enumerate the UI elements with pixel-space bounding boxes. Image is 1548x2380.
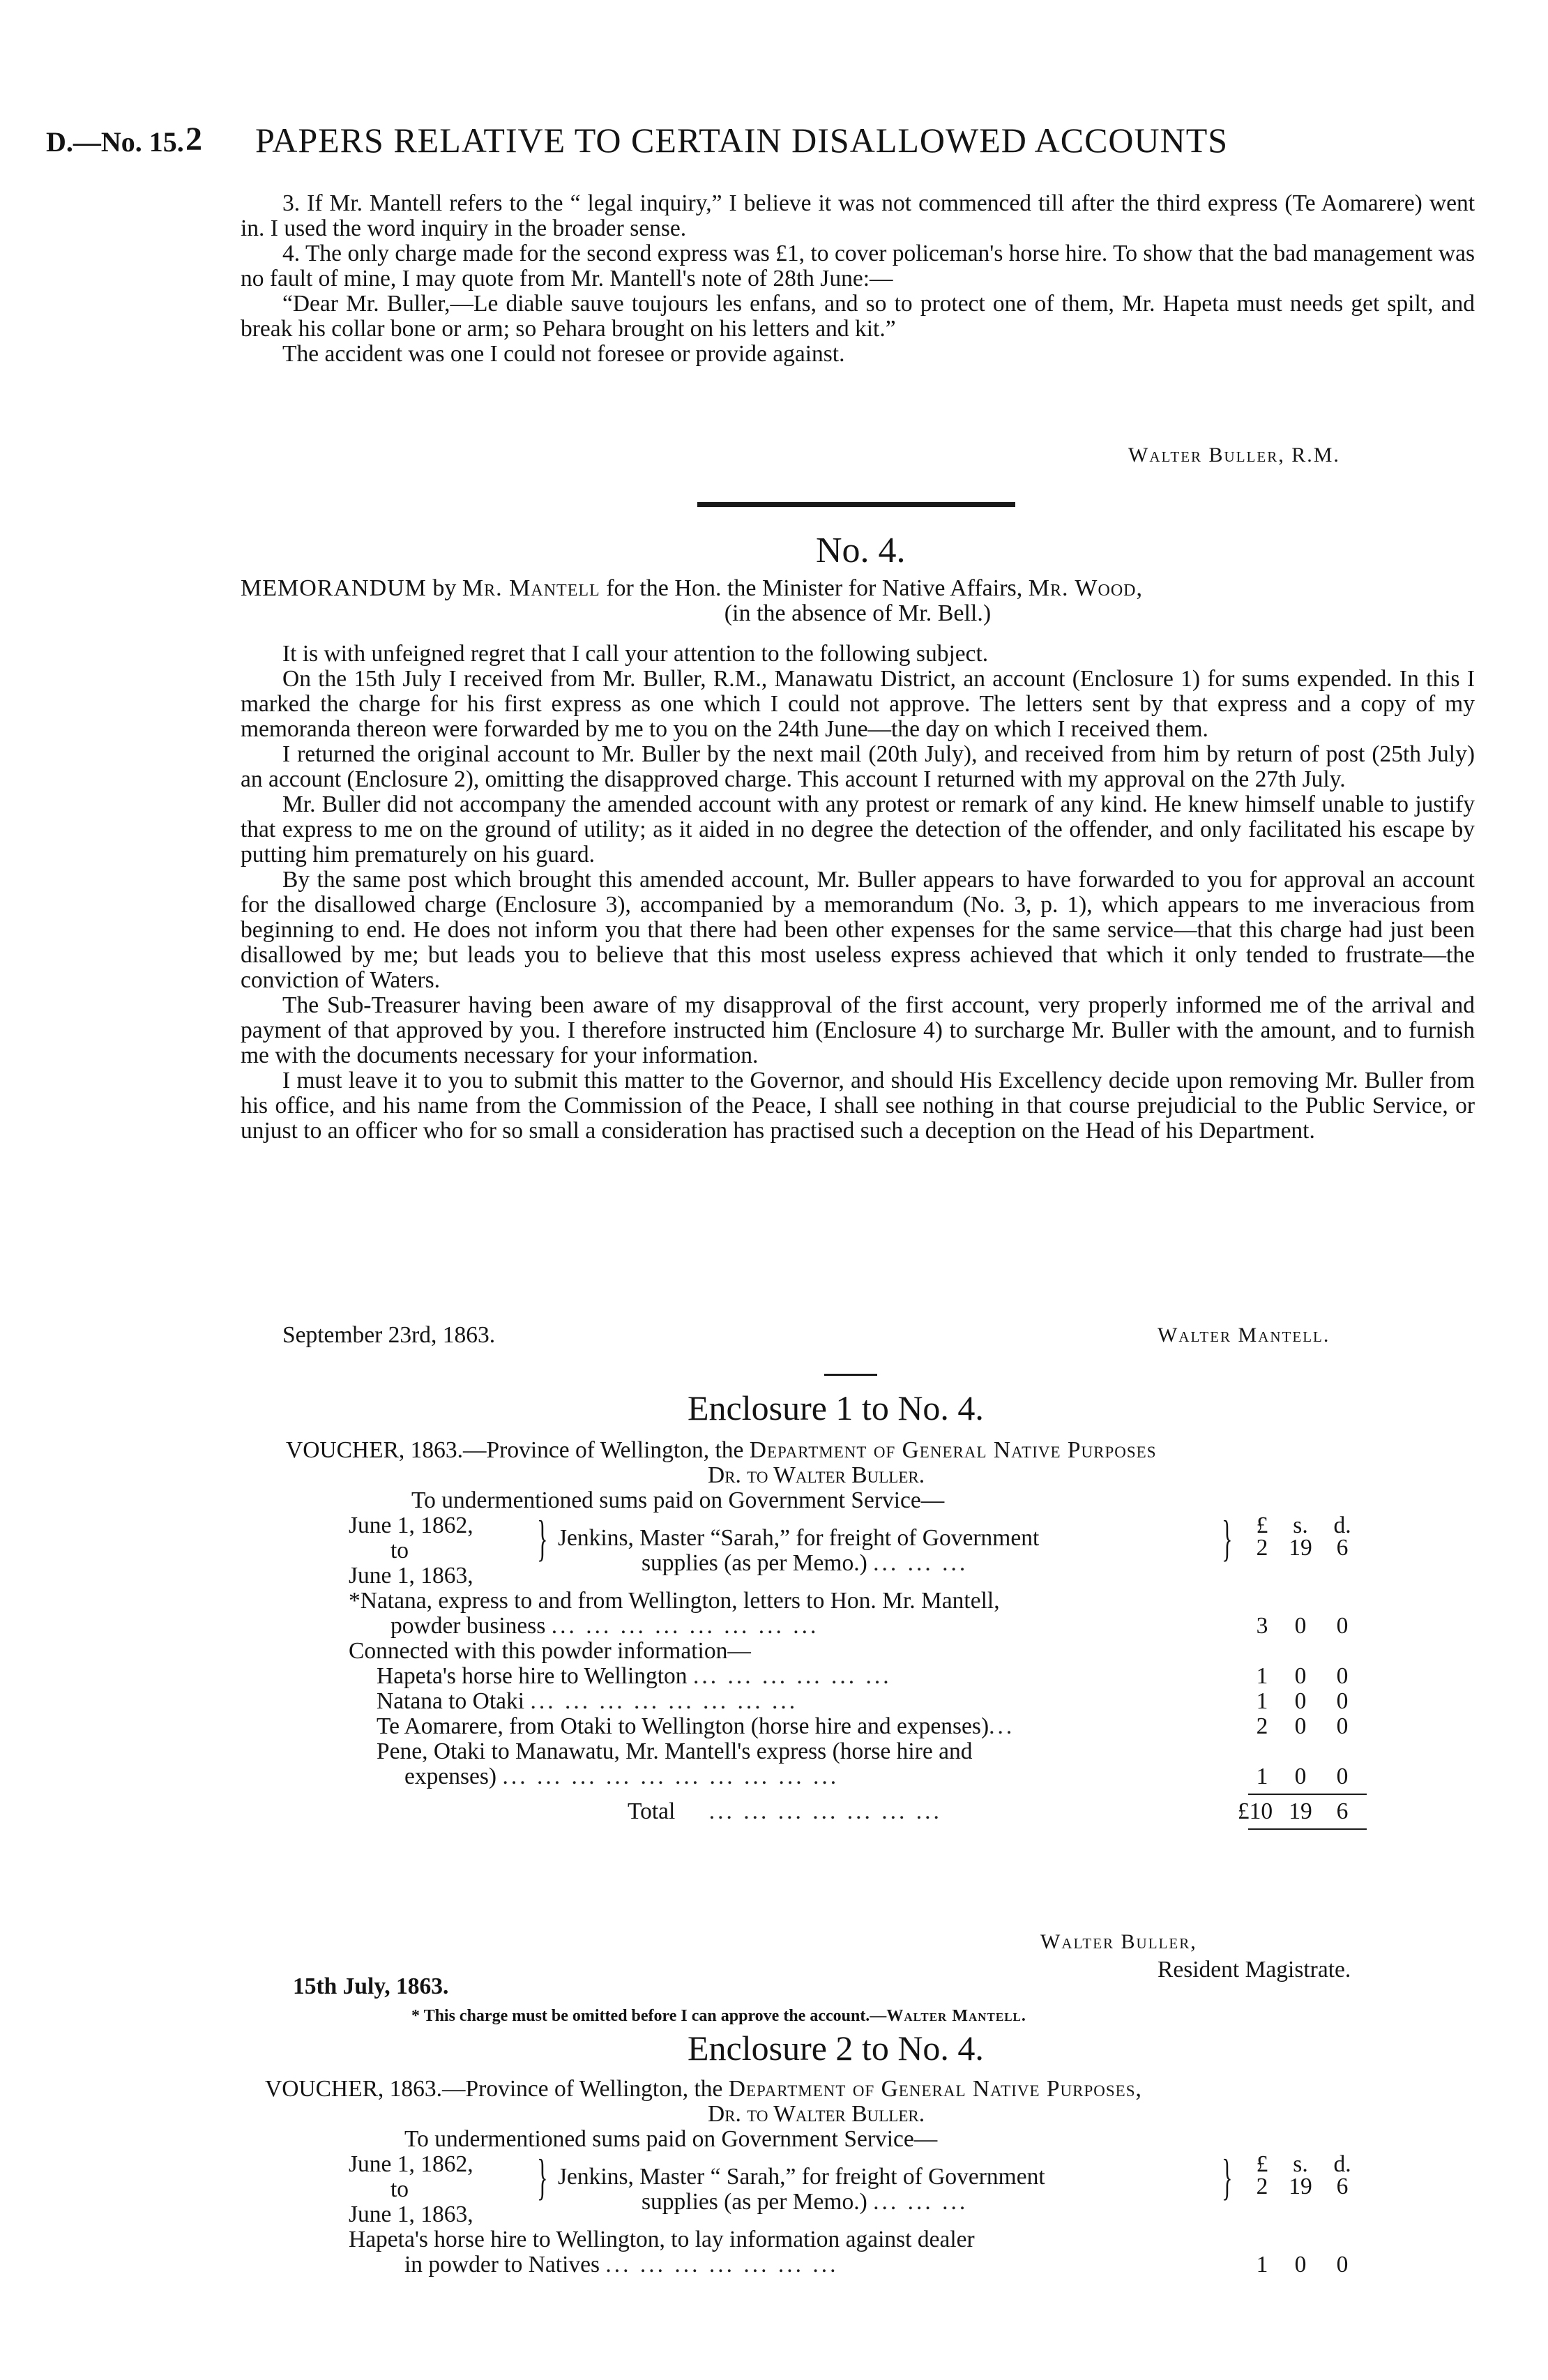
footnote [411, 2007, 1026, 2026]
voucher-intro: To undermentioned sums paid on Government Service— [411, 1487, 945, 1513]
item-description-cont: supplies (as per Memo.) [642, 1550, 867, 1576]
page-title: PAPERS RELATIVE TO CERTAIN DISALLOWED ACCOUNTS [255, 121, 1229, 160]
paragraph: The accident was one I could not foresee or provide against. [282, 341, 845, 367]
amount-shillings: 0 [1294, 1663, 1307, 1689]
subheading-row [349, 1639, 1367, 1664]
dot-leader: ... ... ... ... ... ... ... [605, 2252, 839, 2277]
enclosure-1-date: 15th July, 1863. [293, 1973, 449, 1999]
voucher-prefix: VOUCHER, 1863.—Province of Wellington, the [286, 1437, 744, 1463]
amount-shillings: 0 [1294, 1713, 1307, 1739]
period-until: June 1, 1863, [349, 1563, 473, 1589]
amount-pence: 0 [1336, 1613, 1349, 1639]
amount-pounds: 1 [1256, 1663, 1268, 1689]
amount-pounds: 2 [1256, 1535, 1268, 1561]
voucher-payee: Dr. to Walter Buller. [708, 1462, 925, 1488]
memo-title-minister: Mr. Wood, [1028, 575, 1143, 601]
dot-leader: ... [989, 1713, 1015, 1739]
dot-leader: ... ... ... ... ... ... ... ... [530, 1688, 798, 1714]
amount-pounds: 1 [1256, 1764, 1268, 1789]
paragraph: 4. The only charge made for the second express was £1, to cover policeman's horse hire. To show that the bad management was no fault of mine, I may quote from Mr. Mantell's note of 28th June:— [241, 241, 1475, 291]
subheading: Connected with this powder information— [349, 1638, 751, 1664]
document-number: D.—No. 15. [46, 126, 184, 158]
total-pounds: £10 [1237, 1798, 1273, 1824]
amount-shillings: 0 [1294, 1613, 1307, 1639]
item-description-cont: powder business [390, 1613, 546, 1639]
voucher-line [265, 2077, 1450, 2102]
running-head [46, 120, 1469, 169]
amount-pence: 6 [1336, 2174, 1349, 2199]
footnote-signature: Walter Mantell. [886, 2007, 1026, 2025]
brace-right: } [1222, 1510, 1233, 1566]
item-description-cont: expenses) [404, 1764, 497, 1789]
memo-title-author: Mr. Mantell [462, 575, 600, 601]
section-number: No. 4. [816, 531, 906, 570]
pence-header: d. [1333, 2151, 1351, 2177]
quoted-note: “Dear Mr. Buller,—Le diable sauve toujours les enfans, and so to protect one of them, Mr. Hapeta must needs get spilt, and break his collar bone or arm; so Pehara brought on his letters and kit.” [241, 291, 1475, 342]
memo-date: September 23rd, 1863. [282, 1322, 496, 1348]
amount-pounds: 2 [1256, 2174, 1268, 2199]
amount-shillings: 0 [1294, 1764, 1307, 1789]
item-description: Hapeta's horse hire to Wellington [377, 1663, 688, 1689]
brace-left: } [537, 1510, 548, 1566]
paragraph: Mr. Buller did not accompany the amended account with any protest or remark of any kind. He knew himself unable to justify that express to me on the ground of utility; as it aided in no degree the detection of the offender, and only facilitated his escape by putting him prematurely on his guard. [241, 791, 1475, 867]
table-row [349, 1714, 1367, 1739]
total-pence: 6 [1336, 1798, 1349, 1824]
footnote-text: * This charge must be omitted before I can approve the account.— [411, 2007, 887, 2025]
item-description-cont: supplies (as per Memo.) [642, 2189, 867, 2215]
paragraph: On the 15th July I received from Mr. Buller, R.M., Manawatu District, an account (Enclosure 1) for sums expended. In this I marked the charge for his first express as one which I could not approve. The letters sent by that express and a copy of my memoranda thereon were forwarded by me to you on the 24th June—the day on which I received them. [241, 666, 1475, 742]
amount-pounds: 1 [1256, 1688, 1268, 1714]
memo-title-note: (in the absence of Mr. Bell.) [724, 600, 992, 626]
pence-header: d. [1333, 1513, 1351, 1538]
total-label: Total [628, 1798, 676, 1824]
dot-leader: ... ... ... ... ... ... [692, 1663, 892, 1689]
item-description: Pene, Otaki to Manawatu, Mr. Mantell's express (horse hire and [377, 1738, 973, 1764]
enclosure-1-voucher-header [286, 1438, 1471, 1513]
paragraph: 3. If Mr. Mantell refers to the “ legal inquiry,” I believe it was not commenced till after the third express (Te Aomarere) went in. I used the word inquiry in the broader sense. [241, 190, 1475, 241]
period-from: June 1, 1862, [349, 2151, 473, 2177]
item-description: Natana to Otaki [377, 1688, 525, 1714]
enclosure-2-heading: Enclosure 2 to No. 4. [688, 2029, 984, 2068]
amount-shillings: 0 [1294, 2252, 1307, 2277]
total-rule [1248, 1794, 1367, 1795]
dot-leader: ... ... ... ... ... ... ... [708, 1798, 942, 1824]
enclosure-2-voucher-header [265, 2077, 1450, 2152]
brace-right: } [1222, 2149, 1233, 2205]
short-divider [824, 1374, 877, 1376]
dot-leader: ... ... ... ... ... ... ... ... ... ... [502, 1764, 840, 1789]
voucher-department: Department of General Native Purposes, [728, 2076, 1142, 2102]
paragraph: By the same post which brought this amended account, Mr. Buller appears to have forwarded to you for approval an account for the disallowed charge (Enclosure 3), accompanied by a memorandum (No. 3, p. 1), which appears to me inveracious from beginning to end. He does not inform you that there had been other expenses for the same service—that this charge had just been disallowed by me; but leads you to believe that this most useless express achieved that which it only tended to frustrate—the conviction of Waters. [241, 867, 1475, 993]
amount-pence: 0 [1336, 1688, 1349, 1714]
memo-title-prefix: MEMORANDUM [241, 575, 427, 601]
section-divider [697, 502, 1015, 507]
letter-continuation [241, 191, 1475, 367]
page-number: 2 [185, 121, 202, 158]
signature-title: Resident Magistrate. [1158, 1957, 1351, 1983]
voucher-line [286, 1438, 1471, 1463]
shillings-header: s. [1293, 1513, 1308, 1538]
item-description: Te Aomarere, from Otaki to Wellington (horse hire and expenses) [377, 1713, 989, 1739]
signature-buller: Walter Buller, R.M. [1128, 444, 1340, 467]
amount-pounds: 3 [1256, 1613, 1268, 1639]
shillings-header: s. [1293, 2151, 1308, 2177]
amount-pounds: 2 [1256, 1713, 1268, 1739]
total-underline [1248, 1828, 1367, 1830]
period-from: June 1, 1862, [349, 1513, 473, 1538]
paragraph: I must leave it to you to submit this matter to the Governor, and should His Excellency decide upon removing Mr. Buller from his office, and his name from the Commission of the Peace, I shall see nothing in that course prejudicial to the Public Service, or unjust to an officer who for so small a consideration has practised such a deception on the Head of his Department. [241, 1068, 1475, 1144]
voucher-prefix: VOUCHER, 1863.—Province of Wellington, the [265, 2076, 723, 2102]
enclosure-1-account [349, 1510, 1367, 1834]
voucher-intro: To undermentioned sums paid on Government Service— [404, 2126, 938, 2152]
period-to: to [390, 1538, 409, 1563]
amount-shillings: 0 [1294, 1688, 1307, 1714]
item-description: Jenkins, Master “ Sarah,” for freight of Government [558, 2164, 1045, 2190]
item-description-cont: in powder to Natives [404, 2252, 600, 2277]
total-row [349, 1799, 1367, 1834]
amount-pounds: 1 [1256, 2252, 1268, 2277]
amount-shillings: 19 [1289, 1535, 1312, 1561]
dot-leader: ... ... ... [873, 2189, 969, 2215]
voucher-payee: Dr. to Walter Buller. [708, 2101, 925, 2127]
paragraph: The Sub-Treasurer having been aware of my disapproval of the first account, very properly informed me of the arrival and payment of that approved by you. I therefore instructed him (Enclosure 4) to surcharge Mr. Buller with the amount, and to furnish me with the documents necessary for your information. [241, 992, 1475, 1068]
voucher-department: Department of General Native Purposes [749, 1437, 1157, 1463]
amount-shillings: 19 [1289, 2174, 1312, 2199]
memo-title-by: by [432, 575, 457, 601]
signature-mantell: Walter Mantell. [1158, 1324, 1330, 1347]
period-to: to [390, 2176, 409, 2202]
table-row [349, 2227, 1367, 2277]
period-until: June 1, 1863, [349, 2201, 473, 2227]
amount-pence: 0 [1336, 1713, 1349, 1739]
amount-pence: 0 [1336, 1764, 1349, 1789]
memo-body [241, 642, 1475, 1144]
pounds-header: £ [1256, 2151, 1268, 2177]
item-description: *Natana, express to and from Wellington, letters to Hon. Mr. Mantell, [349, 1588, 1000, 1614]
amount-pence: 6 [1336, 1535, 1349, 1561]
dot-leader: ... ... ... ... ... ... ... ... [551, 1613, 819, 1639]
item-description: Hapeta's horse hire to Wellington, to lay information against dealer [349, 2227, 975, 2252]
dot-leader: ... ... ... [873, 1550, 969, 1576]
pounds-header: £ [1256, 1513, 1268, 1538]
table-row [349, 1739, 1367, 1789]
amount-pence: 0 [1336, 1663, 1349, 1689]
paragraph: It is with unfeigned regret that I call your attention to the following subject. [282, 641, 989, 667]
amount-pence: 0 [1336, 2252, 1349, 2277]
table-row [349, 1664, 1367, 1689]
table-row [349, 1589, 1367, 1639]
enclosure-2-account [349, 2149, 1367, 2277]
memo-title [241, 576, 1475, 626]
enclosure-1-heading: Enclosure 1 to No. 4. [688, 1388, 984, 1427]
table-row [349, 1689, 1367, 1714]
signature-buller: Walter Buller, [1040, 1930, 1197, 1953]
item-description: Jenkins, Master “Sarah,” for freight of Government [558, 1525, 1040, 1551]
brace-left: } [537, 2149, 548, 2205]
total-shillings: 19 [1289, 1798, 1312, 1824]
memo-title-recipient: for the Hon. the Minister for Native Affairs, [606, 575, 1023, 601]
paragraph: I returned the original account to Mr. Buller by the next mail (20th July), and received from him by return of post (25th July) an account (Enclosure 2), omitting the disapproved charge. This account I returned with my approval on the 27th July. [241, 741, 1475, 792]
